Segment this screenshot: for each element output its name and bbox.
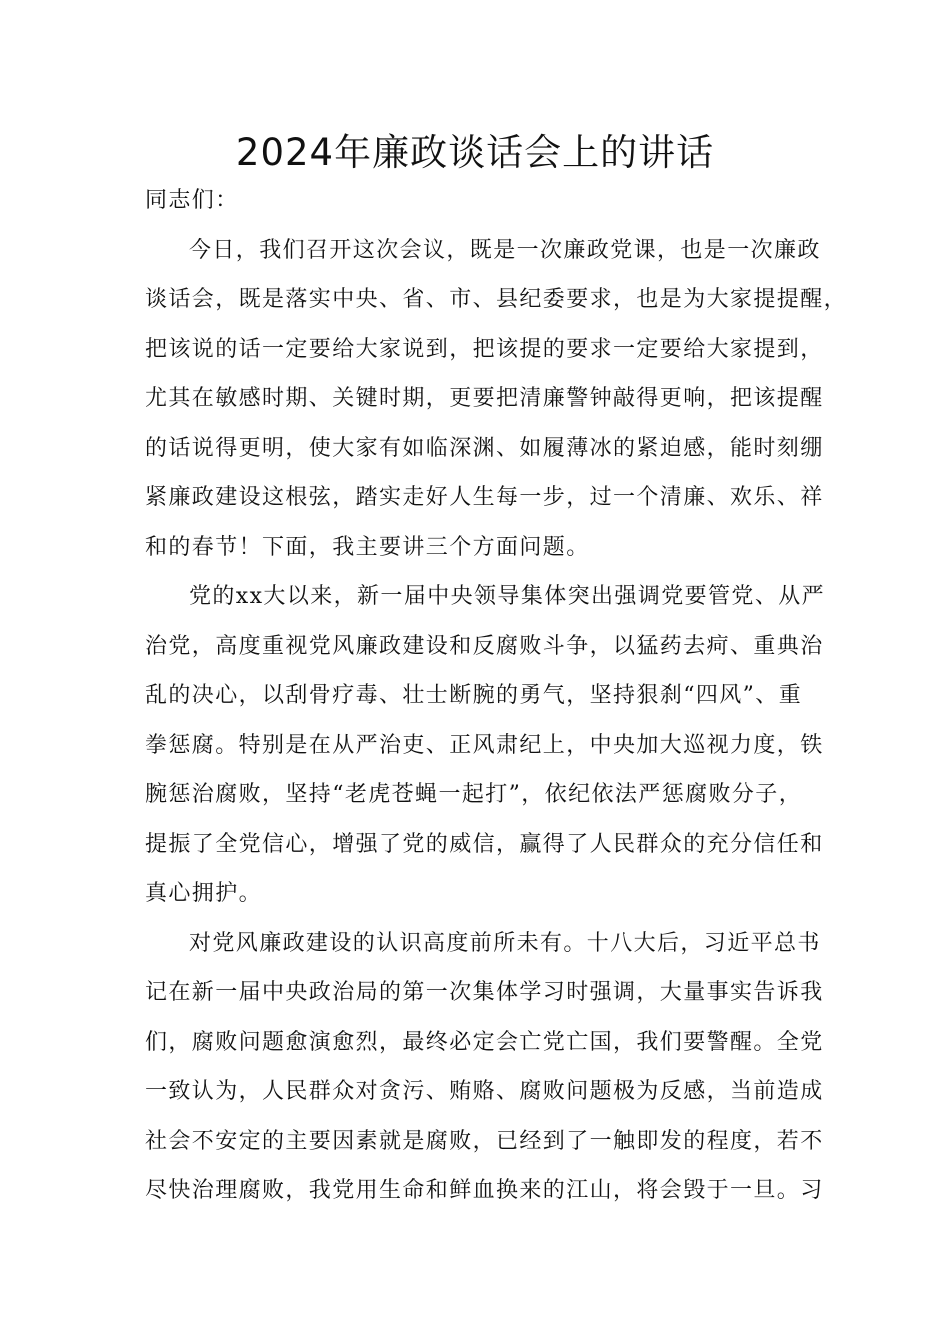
text-line: 真心拥护。	[145, 881, 263, 906]
text-line: 党的xx大以来，新一届中央领导集体突出强调党要管党、从严	[189, 584, 826, 609]
text-line: 提振了全党信心，增强了党的威信，赢得了人民群众的充分信任和	[145, 831, 824, 857]
text-line: 一致认为，人民群众对贪污、贿赂、腐败问题极为反感，当前造成	[145, 1079, 824, 1104]
text-line: 的话说得更明，使大家有如临深渊、如履薄冰的紧迫感，能时刻绷	[145, 435, 824, 461]
text-line: 把该说的话一定要给大家说到，把该提的要求一定要给大家提到，	[145, 336, 824, 362]
text-line: 和的春节！下面，我主要讲三个方面问题。	[145, 534, 590, 560]
document-title: 2024年廉政谈话会上的讲话	[235, 131, 715, 174]
paragraph-1	[145, 233, 848, 580]
text-line: 记在新一届中央政治局的第一次集体学习时强调，大量事实告诉我	[145, 980, 824, 1005]
text-line: 对党风廉政建设的认识高度前所未有。十八大后，习近平总书	[189, 930, 821, 956]
paragraph-3	[145, 926, 825, 1223]
text-line: 拳惩腐。特别是在从严治吏、正风肃纪上，中央加大巡视力度，铁	[145, 732, 824, 758]
text-line: 尤其在敏感时期、关键时期，更要把清廉警钟敲得更响，把该提醒	[145, 386, 824, 411]
text-line: 紧廉政建设这根弦，踏实走好人生每一步，过一个清廉、欢乐、祥	[145, 485, 824, 510]
text-line: 社会不安定的主要因素就是腐败，已经到了一触即发的程度，若不	[145, 1128, 824, 1154]
text-line: 腕惩治腐败，坚持“老虎苍蝇一起打”，依纪依法严惩腐败分子，	[145, 782, 803, 807]
text-line: 治党，高度重视党风廉政建设和反腐败斗争，以猛药去疴、重典治	[145, 633, 824, 659]
text-line: 今日，我们召开这次会议，既是一次廉政党课，也是一次廉政	[189, 237, 821, 263]
text-line: 乱的决心，以刮骨疗毒、壮士断腕的勇气，坚持狠刹“四风”、重	[145, 683, 803, 708]
text-line: 尽快治理腐败，我党用生命和鲜血换来的江山，将会毁于一旦。习	[145, 1178, 824, 1203]
paragraph-2	[145, 579, 825, 926]
text-line: 谈话会，既是落实中央、省、市、县纪委要求，也是为大家提提醒，	[145, 287, 848, 312]
text-line: 们，腐败问题愈演愈烈，最终必定会亡党亡国，我们要警醒。全党	[145, 1029, 824, 1055]
document-body	[145, 183, 848, 1223]
salutation: 同志们：	[145, 188, 239, 213]
